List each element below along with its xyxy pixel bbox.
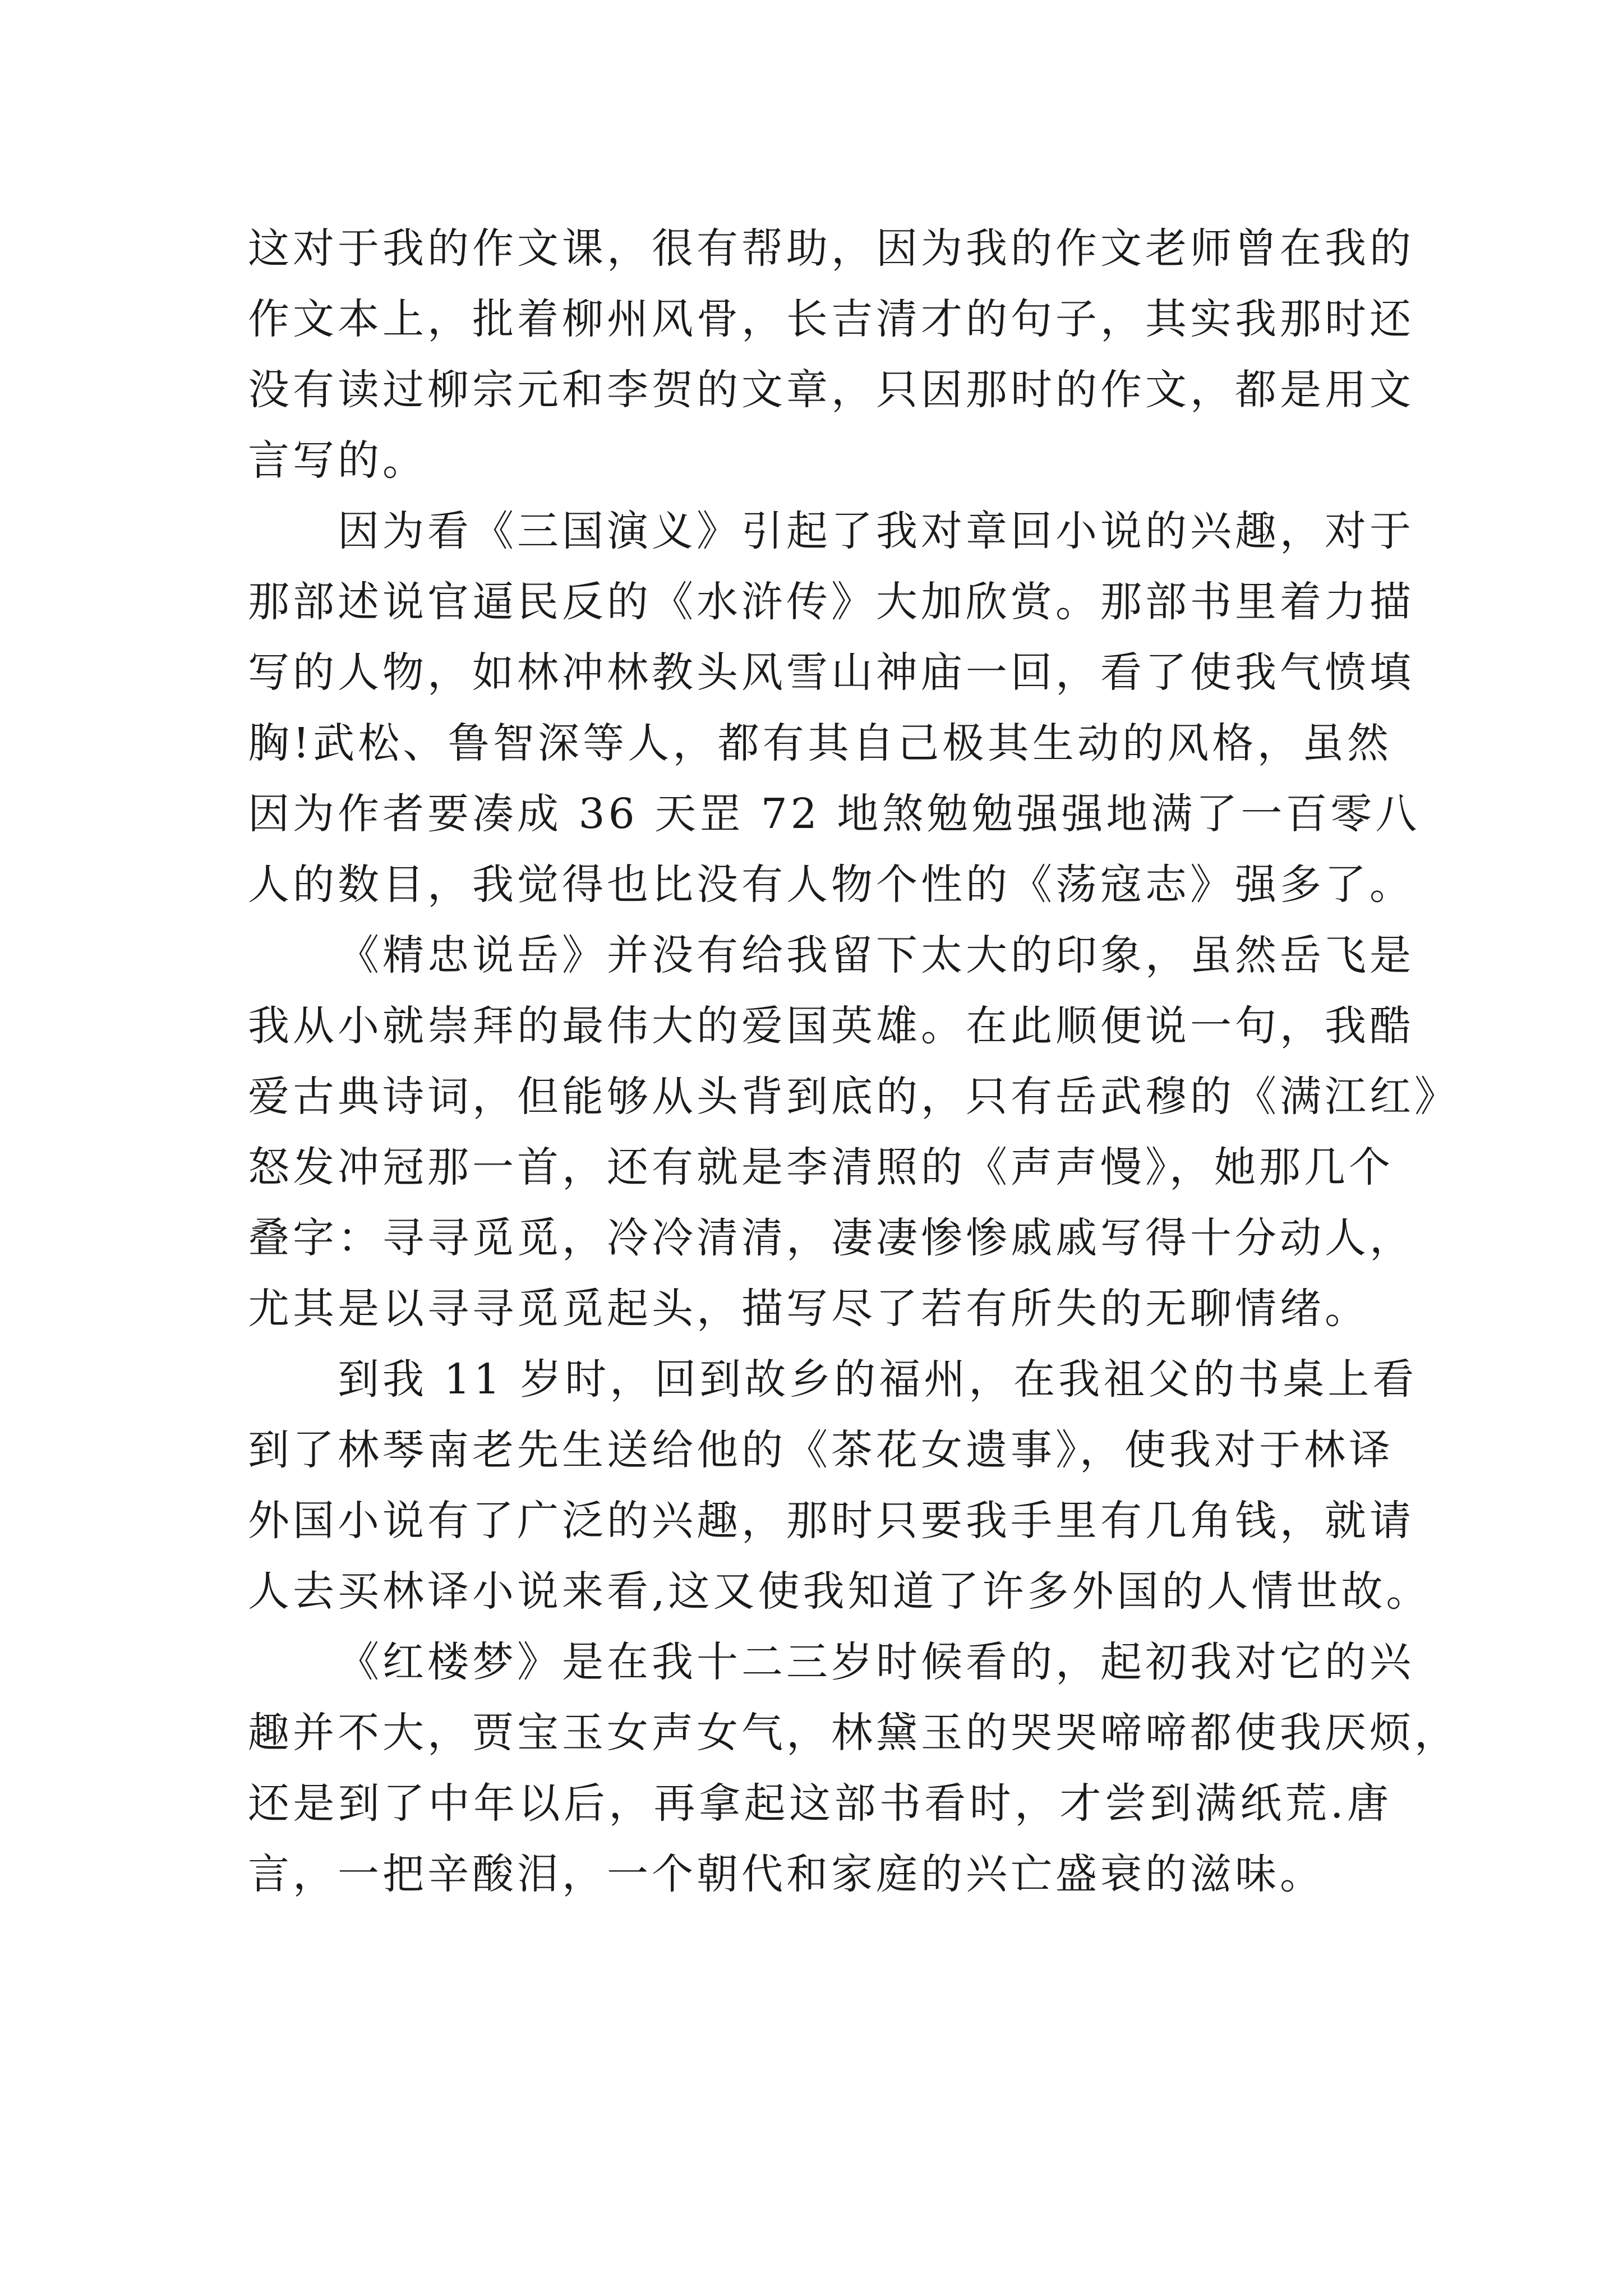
text-line: 写的人物，如林冲林教头风雪山神庙一回，看了使我气愤填: [248, 648, 1414, 697]
text-line: 到我 11 岁时，回到故乡的福州，在我祖父的书桌上看: [338, 1355, 1418, 1404]
text-line: 趣并不大，贾宝玉女声女气，林黛玉的哭哭啼啼都使我厌烦，: [248, 1709, 1459, 1757]
text-line: 胸!武松、鲁智深等人，都有其自己极其生动的风格，虽然: [248, 719, 1392, 767]
text-line: 人的数目，我觉得也比没有人物个性的《荡寇志》强多了。: [248, 861, 1414, 909]
text-line: 爱古典诗词，但能够从头背到底的，只有岳武穆的《满江红》: [248, 1073, 1459, 1121]
paragraph-5: [248, 1627, 1459, 1910]
text-line: 言，一把辛酸泪，一个朝代和家庭的兴亡盛衰的滋味。: [248, 1850, 1325, 1898]
text-line: 人去买林译小说来看,这又使我知道了许多外国的人情世故。: [248, 1567, 1431, 1616]
text-line: 因为看《三国演义》引起了我对章回小说的兴趣，对于: [338, 507, 1414, 555]
text-line: 尤其是以寻寻觅觅起头，描写尽了若有所失的无聊情绪。: [248, 1285, 1370, 1333]
text-line: 外国小说有了广泛的兴趣，那时只要我手里有几角钱，就请: [248, 1497, 1414, 1545]
paragraph-3: [248, 920, 1459, 1344]
paragraph-1: [248, 213, 1414, 496]
paragraph-2: [248, 496, 1421, 920]
text-line: 《红楼梦》是在我十二三岁时候看的，起初我对它的兴: [338, 1638, 1414, 1686]
text-line: 怒发冲冠那一首，还有就是李清照的《声声慢》，她那几个: [248, 1143, 1394, 1191]
text-line: 那部述说官逼民反的《水浒传》大加欣赏。那部书里着力描: [248, 578, 1414, 626]
text-line: 作文本上，批着柳州风骨，长吉清才的句子，其实我那时还: [248, 295, 1414, 343]
text-line: 《精忠说岳》并没有给我留下太大的印象，虽然岳飞是: [338, 931, 1414, 979]
article-body: [248, 213, 1459, 1910]
text-line: 没有读过柳宗元和李贺的文章，只因那时的作文，都是用文: [248, 366, 1414, 414]
text-line: 还是到了中年以后，再拿起这部书看时，才尝到满纸荒.唐: [248, 1779, 1392, 1828]
text-line: 言写的。: [248, 436, 427, 485]
text-line: 叠字：寻寻觅觅，冷冷清清，凄凄惨惨戚戚写得十分动人，: [248, 1214, 1414, 1262]
text-line: 我从小就崇拜的最伟大的爱国英雄。在此顺便说一句，我酷: [248, 1002, 1414, 1050]
text-line: 到了林琴南老先生送给他的《茶花女遗事》，使我对于林译: [248, 1426, 1394, 1474]
text-line: 这对于我的作文课，很有帮助，因为我的作文老师曾在我的: [248, 224, 1414, 273]
paragraph-4: [248, 1344, 1431, 1627]
text-line: 因为作者要凑成 36 天罡 72 地煞勉勉强强地满了一百零八: [248, 790, 1421, 838]
